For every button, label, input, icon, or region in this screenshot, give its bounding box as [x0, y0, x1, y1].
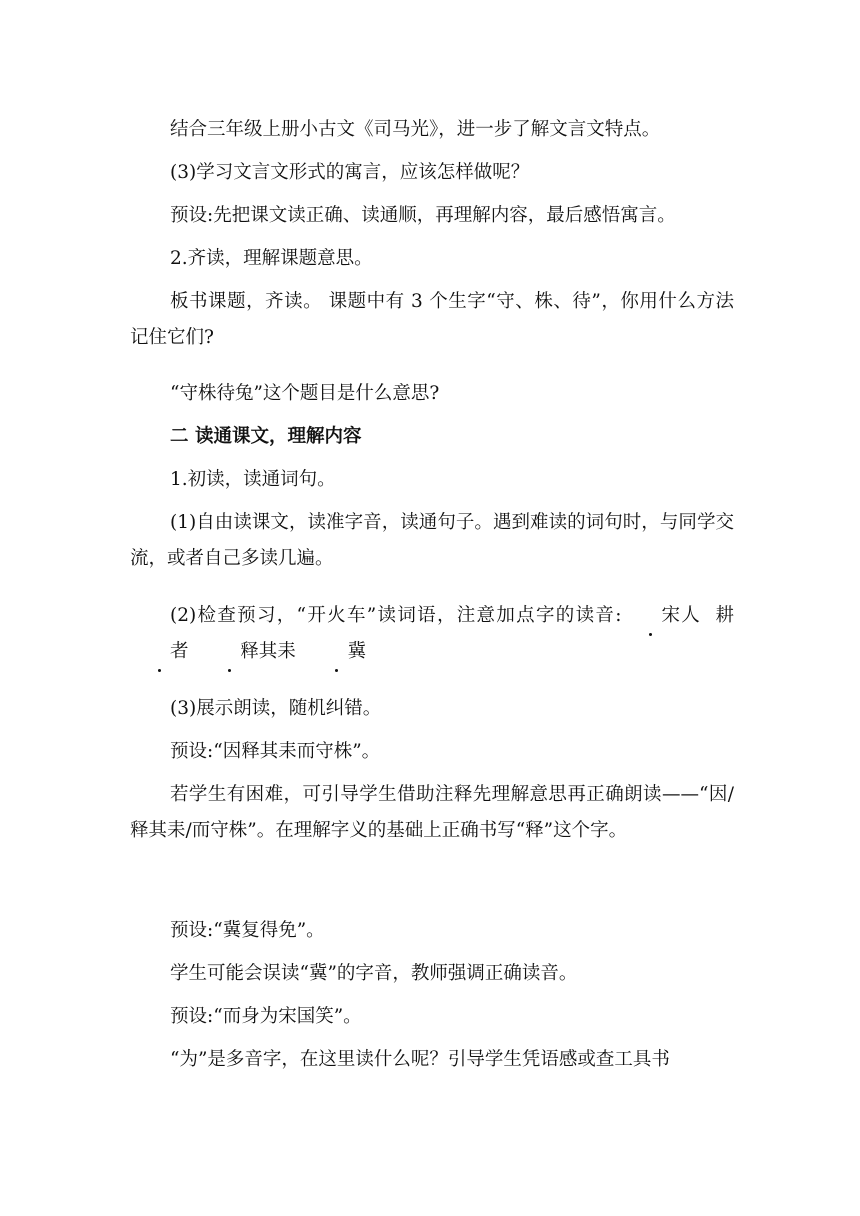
- paragraph: 结合三年级上册小古文《司马光》，进一步了解文言文特点。: [170, 119, 661, 140]
- dotted-char: 者: [130, 634, 189, 670]
- preview-paragraph: [130, 598, 734, 670]
- paragraph: “守株待兔”这个题目是什么意思?: [170, 383, 440, 404]
- paragraph: 若学生有困难，可引导学生借助注释先理解意思再正确朗读——“因/释其耒/而守株”。在理解字义的基础上正确书写“释”这个字。: [130, 784, 734, 841]
- paragraph: (3)学习文言文形式的寓言，应该怎样做呢？: [170, 162, 530, 183]
- paragraph: 板书课题，齐读。 课题中有 3 个生字“守、株、待”，你用什么方法记住它们?: [130, 291, 734, 348]
- paragraph: (3)展示朗读，随机纠错。: [170, 698, 382, 719]
- paragraph: 预设:“冀复得免”。: [170, 920, 325, 941]
- paragraph: 学生可能会误读“冀”的字音，教师强调正确读音。: [170, 963, 578, 984]
- paragraph: 2.齐读，理解课题意思。: [170, 248, 373, 269]
- plain-char: 人: [679, 605, 702, 626]
- paragraph: (1)自由读课文，读准字音，读通句子。遇到难读的词句时，与同学交流，或者自己多读几遍。: [130, 512, 734, 569]
- paragraph: 预设:“而身为宋国笑”。: [170, 1006, 362, 1027]
- paragraph: 预设:先把课文读正确、读通顺，再理解内容，最后感悟寓言。: [170, 205, 676, 226]
- paragraph: 1.初读，读通词句。: [170, 469, 336, 490]
- paragraph: “为”是多音字，在这里读什么呢？引导学生凭语感或查工具书: [170, 1049, 670, 1070]
- dotted-char: 冀: [308, 634, 367, 670]
- dotted-char: 宋: [621, 598, 680, 634]
- section-heading: 二 读通课文，理解内容: [170, 426, 362, 447]
- dotted-char: 释: [200, 634, 259, 670]
- plain-char: 耕: [715, 605, 734, 626]
- preview-lead: (2)检查预习，“开火车”读词语，注意加点字的读音:: [170, 605, 622, 626]
- plain-char: 耒: [277, 641, 296, 662]
- paragraph: 预设:“因释其耒而守株”。: [170, 741, 381, 762]
- plain-char: 其: [258, 641, 278, 662]
